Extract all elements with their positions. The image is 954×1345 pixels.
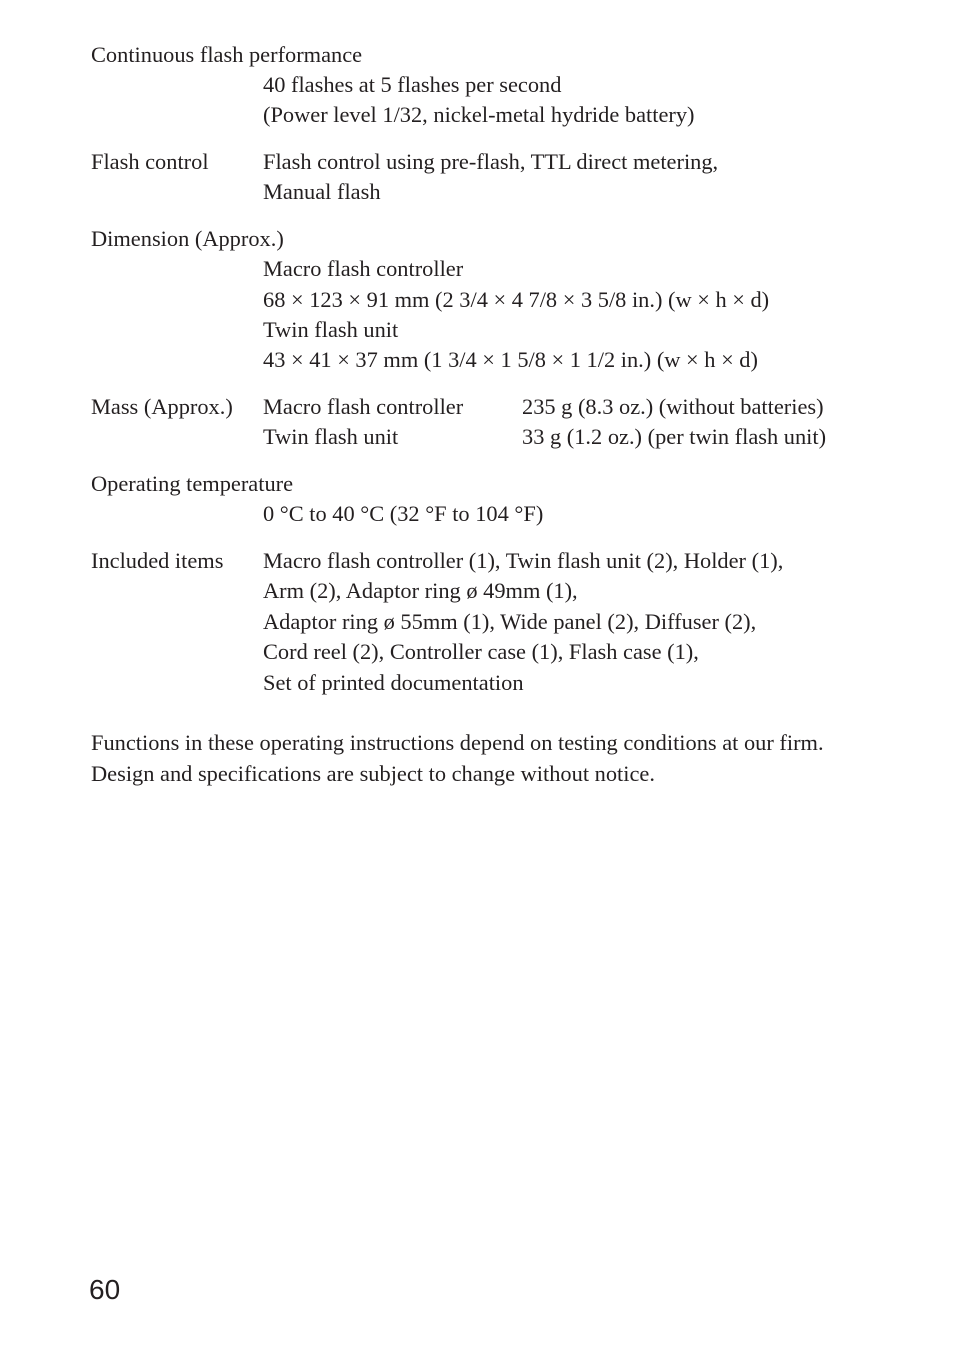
mass-item: Macro flash controller — [263, 394, 464, 419]
spec-label-operating-temperature: Operating temperature — [91, 471, 294, 496]
spec-label-continuous-flash: Continuous flash performance — [91, 42, 363, 67]
page-number: 60 — [89, 1274, 121, 1305]
mass-item: Twin flash unit — [263, 424, 399, 449]
spec-value-line: Macro flash controller (1), Twin flash unit (2), Holder (1), — [263, 548, 784, 573]
mass-value: 235 g (8.3 oz.) (without batteries) — [522, 394, 824, 419]
note-paragraph: Functions in these operating instructions depend on testing conditions at our firm. — [91, 730, 824, 755]
spec-value-line: 40 flashes at 5 flashes per second — [263, 72, 562, 97]
spec-value-line: 0 °C to 40 °C (32 °F to 104 °F) — [263, 501, 544, 526]
spec-value-line: (Power level 1/32, nickel-metal hydride battery) — [263, 102, 695, 127]
spec-label-mass: Mass (Approx.) — [91, 394, 233, 419]
spec-label-dimension: Dimension (Approx.) — [91, 226, 284, 251]
spec-value-line: Macro flash controller — [263, 256, 464, 281]
spec-value-line: Twin flash unit — [263, 317, 399, 342]
spec-value-line: Cord reel (2), Controller case (1), Flash case (1), — [263, 639, 699, 664]
spec-value-line: Manual flash — [263, 179, 381, 204]
spec-value-line: 68 × 123 × 91 mm (2 3/4 × 4 7/8 × 3 5/8 in.) (w × h × d) — [263, 287, 770, 312]
spec-value-line: 43 × 41 × 37 mm (1 3/4 × 1 5/8 × 1 1/2 in.) (w × h × d) — [263, 347, 758, 372]
spec-label-included-items: Included items — [91, 548, 224, 573]
spec-value-line: Set of printed documentation — [263, 670, 524, 695]
spec-value-line: Arm (2), Adaptor ring ø 49mm (1), — [263, 578, 578, 603]
mass-value: 33 g (1.2 oz.) (per twin flash unit) — [522, 424, 827, 449]
spec-value-line: Adaptor ring ø 55mm (1), Wide panel (2), Diffuser (2), — [263, 609, 757, 634]
note-paragraph: Design and specifications are subject to change without notice. — [91, 761, 655, 786]
spec-value-line: Flash control using pre-flash, TTL direct metering, — [263, 149, 719, 174]
spec-label-flash-control: Flash control — [91, 149, 209, 174]
